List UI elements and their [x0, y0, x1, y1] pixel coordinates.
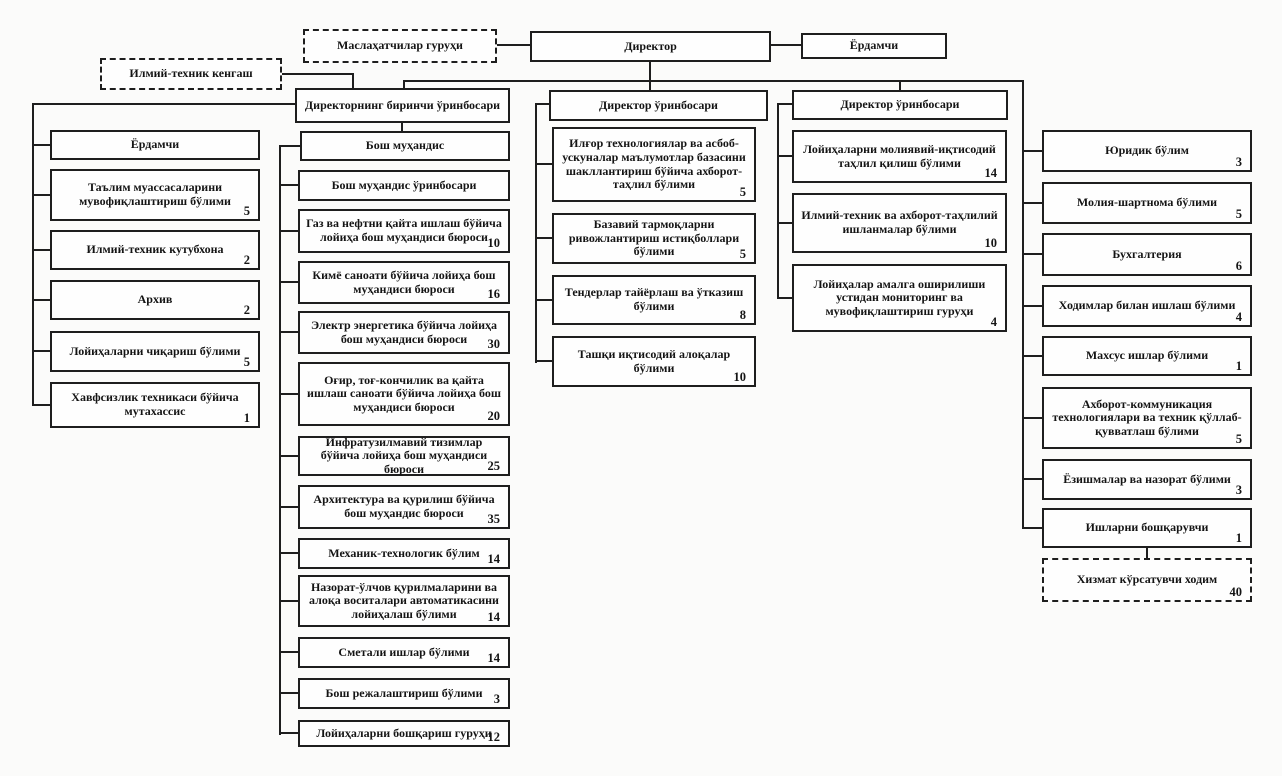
node-count: 10 [984, 235, 997, 250]
node-electric-bureau [298, 311, 510, 354]
connector-line [32, 103, 34, 406]
node-label: Ёзишмалар ва назорат бўлими [1063, 471, 1231, 486]
node-count: 16 [487, 286, 500, 301]
node-label: Бош режалаштириш бўлими [325, 685, 483, 700]
node-count: 20 [487, 408, 500, 423]
node-label: Илғор технологиялар ва асбоб-ускуналар маълумотлар базасини шакллантириш бўйича ахборот-таҳлил бўлими [562, 136, 746, 192]
node-project-release [50, 331, 260, 372]
node-edu-coordination [50, 169, 260, 221]
node-advisors-group [303, 29, 497, 63]
node-heavy-mining-bureau [298, 362, 510, 426]
node-chemical-bureau [298, 261, 510, 304]
node-count: 35 [487, 511, 500, 526]
connector-line [279, 145, 281, 735]
node-label: Назорат-ўлчов қурилмаларини ва алоқа воситалари автоматикасини лойиҳалаш бўлими [309, 579, 499, 621]
connector-line [1022, 253, 1042, 255]
node-count: 4 [1235, 309, 1242, 324]
node-count: 14 [984, 165, 997, 180]
node-ce-deputy [298, 170, 510, 201]
node-master-planning-dept [298, 678, 510, 709]
connector-line [279, 230, 298, 232]
connector-line [1022, 478, 1042, 480]
node-foreign-economic-dept [552, 336, 756, 387]
node-count: 1 [243, 410, 250, 425]
node-label: Лойиҳаларни чиқариш бўлими [69, 343, 241, 358]
node-label: Юридик бўлим [1105, 143, 1189, 158]
node-hr-dept [1042, 285, 1252, 327]
node-count: 2 [243, 302, 250, 317]
node-office-manager [1042, 508, 1252, 548]
connector-line [535, 360, 552, 362]
node-label: Ахборот-коммуникация технологиялари ва техник қўллаб-қувватлаш бўлими [1052, 396, 1242, 438]
connector-line [1022, 305, 1042, 307]
connector-line [282, 73, 353, 75]
node-first-deputy [295, 88, 510, 123]
node-control-automation-dept [298, 575, 510, 627]
connector-line [279, 455, 298, 457]
node-legal-dept [1042, 130, 1252, 172]
node-label: Директор ўринбосари [840, 97, 960, 112]
connector-line [33, 103, 295, 105]
connector-line [32, 144, 50, 146]
node-count: 5 [1235, 431, 1242, 446]
node-label: Архив [137, 292, 173, 307]
node-label: Электр энергетика бўйича лойиҳа бош муҳандиси бюроси [310, 317, 498, 346]
node-label: Илмий-техник кенгаш [129, 66, 253, 81]
connector-line [32, 404, 50, 406]
node-count: 25 [487, 458, 500, 473]
node-count: 5 [739, 246, 746, 261]
connector-line [777, 155, 792, 157]
connector-line [497, 44, 530, 46]
node-label: Лойиҳаларни молиявий-иқтисодий таҳлил қилиш бўлими [803, 141, 996, 170]
node-label: Директор ўринбосари [599, 97, 718, 112]
connector-line [279, 600, 298, 602]
node-label: Сметали ишлар бўлими [338, 644, 470, 659]
connector-line [32, 194, 50, 196]
node-mechanical-dept [298, 538, 510, 569]
node-label: Ходимлар билан ишлаш бўлими [1058, 298, 1236, 313]
node-chief-engineer [300, 131, 510, 161]
node-label: Газ ва нефтни қайта ишлаш бўйича лойиҳа бош муҳандиси бюроси [306, 216, 502, 244]
node-count: 10 [733, 369, 746, 384]
connector-line [649, 62, 651, 81]
connector-line [279, 732, 298, 734]
connector-line [777, 222, 792, 224]
node-count: 2 [243, 252, 250, 267]
node-tenders-dept [552, 275, 756, 325]
node-archive [50, 280, 260, 320]
node-count: 30 [487, 336, 500, 351]
node-ict-support-dept [1042, 387, 1252, 449]
node-count: 3 [1235, 154, 1242, 169]
node-count: 10 [487, 235, 500, 250]
node-count: 3 [1235, 482, 1242, 497]
connector-line [535, 163, 552, 165]
connector-line [1146, 548, 1148, 558]
connector-line [535, 103, 537, 363]
connector-line [535, 299, 552, 301]
connector-line [1022, 355, 1042, 357]
node-label: Маслаҳатчилар гуруҳи [337, 38, 463, 53]
connector-line [279, 393, 298, 395]
node-count: 5 [243, 203, 250, 218]
node-label: Базавий тармоқларни ривожлантириш истиқболлари бўлими [568, 217, 740, 259]
node-scitech-analytical-dept [792, 193, 1007, 253]
node-label: Хавфсизлик техникаси бўйича мутахассис [71, 390, 239, 418]
node-label: Бош муҳандис ўринбосари [331, 177, 477, 192]
node-safety-specialist [50, 382, 260, 428]
node-count: 14 [487, 650, 500, 665]
node-count: 1 [1235, 358, 1242, 373]
node-finance-contract-dept [1042, 182, 1252, 224]
node-label: Ёрдамчи [849, 38, 899, 53]
node-correspondence-dept [1042, 459, 1252, 500]
node-label: Хизмат кўрсатувчи ходим [1076, 572, 1218, 587]
connector-line [536, 103, 549, 105]
node-project-management-group [298, 720, 510, 747]
connector-line [279, 552, 298, 554]
connector-line [404, 80, 1024, 82]
node-library [50, 230, 260, 270]
node-label: Инфратузилмавий тизимлар бўйича лойиҳа бош муҳандиси бюроси [320, 434, 488, 476]
node-count: 6 [1235, 258, 1242, 273]
node-count: 5 [739, 184, 746, 199]
node-label: Лойиҳалар амалга оширилиши устидан мониторинг ва мувофиқлаштириш гуруҳи [813, 276, 986, 318]
connector-line [32, 249, 50, 251]
node-label: Тендерлар тайёрлаш ва ўтказиш бўлими [564, 285, 744, 313]
node-count: 1 [1235, 530, 1242, 545]
node-assistant [50, 130, 260, 160]
node-label: Ишларни бошқарувчи [1085, 520, 1209, 535]
node-label: Илмий-техник ва ахборот-таҳлилий ишланмалар бўлими [801, 208, 998, 236]
connector-line [777, 103, 779, 299]
node-deputy2 [549, 90, 768, 121]
connector-line [280, 145, 300, 147]
node-architecture-bureau [298, 485, 510, 529]
node-label: Ташқи иқтисодий алоқалар бўлими [577, 346, 731, 375]
node-count: 12 [487, 729, 500, 744]
node-deputy3 [792, 90, 1008, 120]
node-count: 5 [243, 354, 250, 369]
node-special-works-dept [1042, 336, 1252, 376]
node-count: 4 [990, 314, 997, 329]
node-monitoring-group [792, 264, 1007, 332]
connector-line [778, 103, 792, 105]
node-count: 14 [487, 551, 500, 566]
node-label: Илмий-техник кутубхона [86, 242, 224, 257]
node-label: Молия-шартнома бўлими [1076, 195, 1218, 210]
node-basic-industries-dept [552, 213, 756, 264]
node-count: 14 [487, 609, 500, 624]
node-estimate-dept [298, 637, 510, 668]
node-label: Бухгалтерия [1112, 246, 1182, 261]
connector-line [279, 331, 298, 333]
node-scientific-council [100, 58, 282, 90]
node-count: 8 [739, 307, 746, 322]
connector-line [279, 651, 298, 653]
connector-line [279, 184, 298, 186]
node-accounting [1042, 233, 1252, 276]
node-tech-info-analysis-dept [552, 127, 756, 202]
node-label: Бош муҳандис [365, 138, 445, 153]
connector-line [279, 506, 298, 508]
connector-line [771, 44, 801, 46]
node-director [530, 31, 771, 62]
connector-line [1022, 202, 1042, 204]
connector-line [32, 350, 50, 352]
node-financial-analysis-dept [792, 130, 1007, 183]
node-label: Таълим муассасаларини мувофиқлаштириш бўлими [79, 180, 231, 208]
connector-line [1022, 150, 1042, 152]
connector-line [535, 237, 552, 239]
node-count: 40 [1229, 584, 1242, 599]
node-label: Директорнинг биринчи ўринбосари [304, 97, 501, 112]
node-infrastructure-bureau [298, 436, 510, 476]
node-label: Кимё саноати бўйича лойиҳа бош муҳандиси бюроси [312, 267, 496, 296]
connector-line [1022, 417, 1042, 419]
connector-line [1022, 527, 1042, 529]
node-label: Лойиҳаларни бошқариш гуруҳи [316, 725, 492, 740]
connector-line [32, 299, 50, 301]
node-label: Махсус ишлар бўлими [1085, 348, 1209, 363]
node-label: Оғир, тоғ-кончилик ва қайта ишлаш саноати бўйича лойиҳа бош муҳандиси бюроси [307, 372, 501, 414]
connector-line [279, 281, 298, 283]
connector-line [777, 297, 792, 299]
node-label: Директор [624, 38, 677, 53]
node-label: Архитектура ва қурилиш бўйича бош муҳандис бюроси [313, 492, 495, 520]
connector-line [401, 123, 403, 131]
node-count: 5 [1235, 206, 1242, 221]
node-label: Ёрдамчи [130, 137, 180, 152]
node-count: 3 [493, 691, 500, 706]
node-gas-oil-bureau [298, 209, 510, 253]
node-director-assistant [801, 33, 947, 59]
connector-line [279, 692, 298, 694]
node-label: Механик-технологик бўлим [328, 545, 480, 560]
node-service-staff [1042, 558, 1252, 602]
